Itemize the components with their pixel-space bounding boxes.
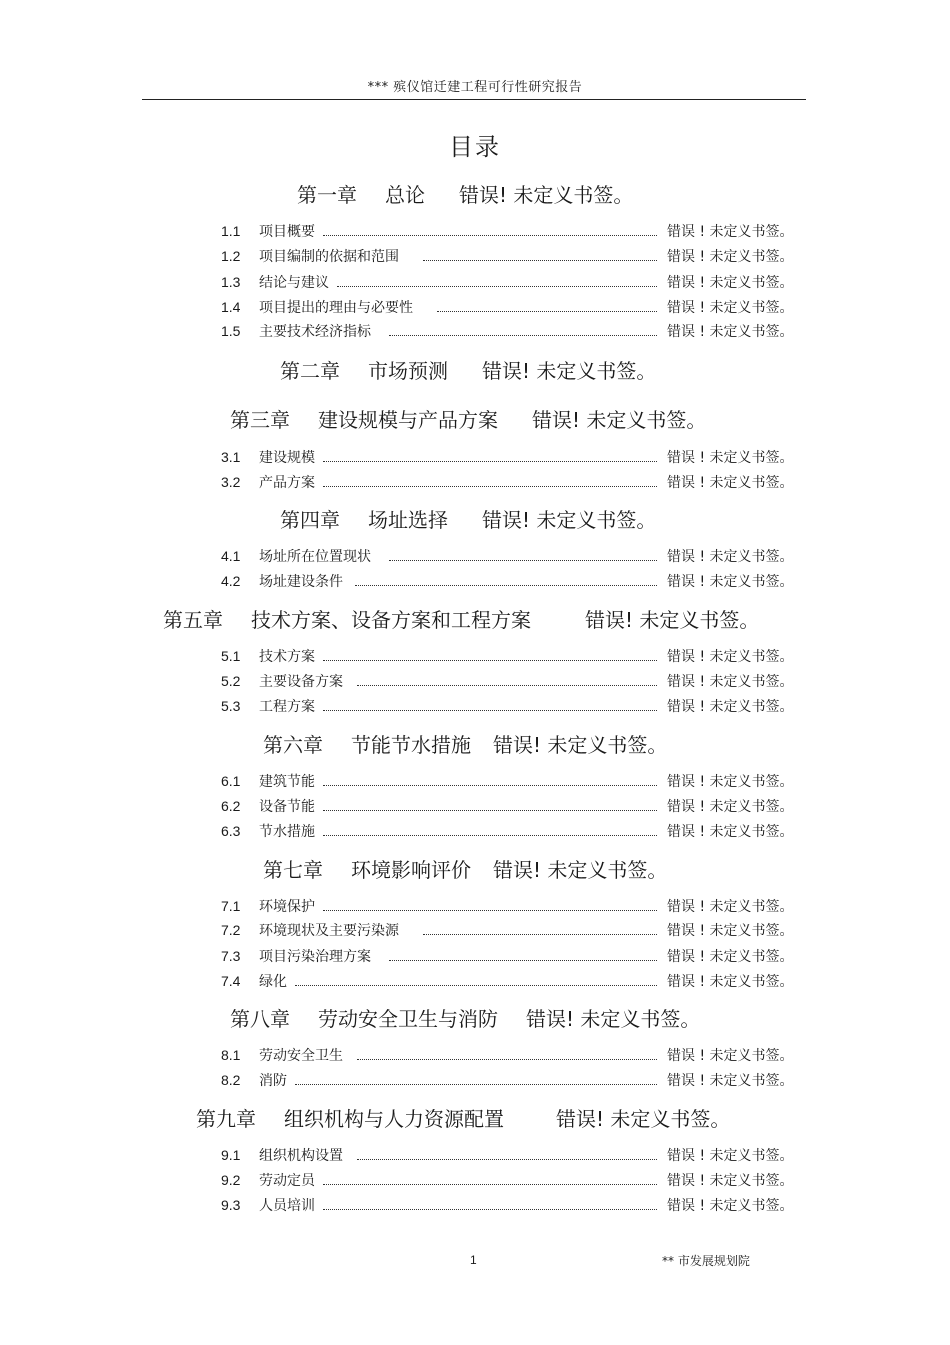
chapter-title: 总论 (385, 183, 425, 207)
section-page-ref: 错误 ! 未定义书签。 (667, 300, 794, 316)
chapter-number: 第六章 (263, 733, 323, 757)
dot-leader (357, 1149, 657, 1160)
section-number: 8.1 (221, 1047, 241, 1063)
dot-leader (323, 800, 657, 811)
dot-leader (323, 825, 657, 836)
dot-leader (323, 900, 657, 911)
section-number: 7.2 (221, 922, 241, 938)
section-page-ref: 错误 ! 未定义书签。 (667, 1073, 794, 1089)
toc-entry-1-4[interactable] (221, 298, 794, 316)
chapter-page-ref: 错误! 未定义书签。 (493, 858, 668, 882)
toc-entry-7-4[interactable] (221, 972, 794, 990)
toc-entry-5-1[interactable] (221, 647, 794, 665)
section-page-ref: 错误 ! 未定义书签。 (667, 699, 794, 715)
chapter-page-ref: 错误! 未定义书签。 (459, 183, 634, 207)
chapter-page-ref: 错误! 未定义书签。 (482, 508, 657, 532)
toc-chapter-1[interactable] (0, 179, 950, 208)
section-number: 1.2 (221, 248, 241, 264)
chapter-title: 劳动安全卫生与消防 (318, 1007, 498, 1031)
section-page-ref: 错误 ! 未定义书签。 (667, 1198, 794, 1214)
section-title: 劳动安全卫生 (259, 1048, 343, 1064)
chapter-page-ref: 错误! 未定义书签。 (532, 408, 707, 432)
section-number: 1.4 (221, 299, 241, 315)
chapter-number: 第八章 (230, 1007, 290, 1031)
toc-entry-7-2[interactable] (221, 921, 794, 939)
section-page-ref: 错误 ! 未定义书签。 (667, 923, 794, 939)
section-title: 场址所在位置现状 (259, 549, 371, 565)
toc-entry-1-1[interactable] (221, 222, 794, 240)
section-title: 产品方案 (259, 475, 315, 491)
section-page-ref: 错误 ! 未定义书签。 (667, 674, 794, 690)
section-page-ref: 错误 ! 未定义书签。 (667, 824, 794, 840)
toc-chapter-2[interactable] (0, 355, 950, 384)
dot-leader (295, 975, 657, 986)
toc-entry-9-3[interactable] (221, 1196, 794, 1214)
toc-entry-4-1[interactable] (221, 547, 794, 565)
toc-chapter-6[interactable] (0, 729, 950, 758)
toc-entry-9-2[interactable] (221, 1171, 794, 1189)
toc-entry-9-1[interactable] (221, 1146, 794, 1164)
toc-chapter-5[interactable] (0, 604, 950, 633)
section-number: 8.2 (221, 1072, 241, 1088)
chapter-title: 组织机构与人力资源配置 (284, 1107, 504, 1131)
section-number: 1.3 (221, 274, 241, 290)
dot-leader (323, 650, 657, 661)
chapter-number: 第七章 (263, 858, 323, 882)
section-number: 9.2 (221, 1172, 241, 1188)
dot-leader (295, 1074, 657, 1085)
toc-entry-7-1[interactable] (221, 897, 794, 915)
dot-leader (357, 1049, 657, 1060)
section-number: 5.3 (221, 698, 241, 714)
section-number: 3.2 (221, 474, 241, 490)
toc-entry-6-2[interactable] (221, 797, 794, 815)
dot-leader (423, 250, 657, 261)
chapter-number: 第二章 (280, 359, 340, 383)
section-title: 主要设备方案 (259, 674, 343, 690)
section-page-ref: 错误 ! 未定义书签。 (667, 1148, 794, 1164)
toc-title: 目录 (449, 133, 501, 161)
section-number: 3.1 (221, 449, 241, 465)
chapter-title: 场址选择 (368, 508, 448, 532)
dot-leader (323, 700, 657, 711)
section-page-ref: 错误 ! 未定义书签。 (667, 649, 794, 665)
toc-entry-6-1[interactable] (221, 772, 794, 790)
toc-entry-6-3[interactable] (221, 822, 794, 840)
chapter-number: 第一章 (297, 183, 357, 207)
chapter-page-ref: 错误! 未定义书签。 (493, 733, 668, 757)
section-page-ref: 错误 ! 未定义书签。 (667, 899, 794, 915)
footer-organization: ** 市发展规划院 (662, 1254, 750, 1268)
section-title: 项目编制的依据和范围 (259, 249, 399, 265)
chapter-number: 第三章 (230, 408, 290, 432)
toc-entry-1-3[interactable] (221, 273, 794, 291)
section-number: 9.1 (221, 1147, 241, 1163)
dot-leader (389, 325, 657, 336)
section-title: 节水措施 (259, 824, 315, 840)
section-page-ref: 错误 ! 未定义书签。 (667, 949, 794, 965)
chapter-title: 技术方案、设备方案和工程方案 (251, 608, 531, 632)
section-page-ref: 错误 ! 未定义书签。 (667, 224, 794, 240)
toc-entry-8-1[interactable] (221, 1046, 794, 1064)
dot-leader (323, 225, 657, 236)
dot-leader (323, 476, 657, 487)
section-number: 6.1 (221, 773, 241, 789)
section-page-ref: 错误 ! 未定义书签。 (667, 1173, 794, 1189)
section-title: 场址建设条件 (259, 574, 343, 590)
dot-leader (323, 451, 657, 462)
section-number: 9.3 (221, 1197, 241, 1213)
toc-entry-5-3[interactable] (221, 697, 794, 715)
toc-chapter-8[interactable] (0, 1003, 950, 1032)
dot-leader (423, 924, 657, 935)
section-page-ref: 错误 ! 未定义书签。 (667, 774, 794, 790)
page-number: 1 (470, 1253, 477, 1267)
section-number: 7.3 (221, 948, 241, 964)
toc-entry-7-3[interactable] (221, 947, 794, 965)
toc-entry-3-1[interactable] (221, 448, 794, 466)
section-title: 劳动定员 (259, 1173, 315, 1189)
section-number: 5.2 (221, 673, 241, 689)
section-page-ref: 错误 ! 未定义书签。 (667, 324, 794, 340)
section-page-ref: 错误 ! 未定义书签。 (667, 475, 794, 491)
toc-chapter-9[interactable] (0, 1103, 950, 1132)
dot-leader (337, 276, 657, 287)
section-title: 设备节能 (259, 799, 315, 815)
chapter-number: 第九章 (196, 1107, 256, 1131)
dot-leader (389, 950, 657, 961)
section-title: 环境现状及主要污染源 (259, 923, 399, 939)
section-number: 7.1 (221, 898, 241, 914)
toc-entry-5-2[interactable] (221, 672, 794, 690)
toc-chapter-3[interactable] (0, 404, 950, 433)
section-title: 建筑节能 (259, 774, 315, 790)
section-page-ref: 错误 ! 未定义书签。 (667, 799, 794, 815)
chapter-title: 市场预测 (368, 359, 448, 383)
dot-leader (389, 550, 657, 561)
section-title: 项目污染治理方案 (259, 949, 371, 965)
chapter-page-ref: 错误! 未定义书签。 (556, 1107, 731, 1131)
section-title: 工程方案 (259, 699, 315, 715)
section-title: 组织机构设置 (259, 1148, 343, 1164)
section-title: 人员培训 (259, 1198, 315, 1214)
chapter-title: 建设规模与产品方案 (318, 408, 498, 432)
chapter-title: 节能节水措施 (351, 733, 471, 757)
section-number: 1.5 (221, 323, 241, 339)
section-page-ref: 错误 ! 未定义书签。 (667, 275, 794, 291)
chapter-page-ref: 错误! 未定义书签。 (585, 608, 760, 632)
section-number: 4.2 (221, 573, 241, 589)
section-title: 建设规模 (259, 450, 315, 466)
toc-chapter-7[interactable] (0, 854, 950, 883)
chapter-title: 环境影响评价 (351, 858, 471, 882)
section-page-ref: 错误 ! 未定义书签。 (667, 1048, 794, 1064)
section-page-ref: 错误 ! 未定义书签。 (667, 450, 794, 466)
chapter-number: 第四章 (280, 508, 340, 532)
dot-leader (323, 1174, 657, 1185)
section-page-ref: 错误 ! 未定义书签。 (667, 549, 794, 565)
running-header: *** 殡仪馆迁建工程可行性研究报告 (367, 80, 583, 95)
section-number: 5.1 (221, 648, 241, 664)
section-title: 主要技术经济指标 (259, 324, 371, 340)
section-number: 4.1 (221, 548, 241, 564)
dot-leader (355, 575, 657, 586)
section-title: 项目提出的理由与必要性 (259, 300, 413, 316)
section-page-ref: 错误 ! 未定义书签。 (667, 974, 794, 990)
section-number: 1.1 (221, 223, 241, 239)
toc-chapter-4[interactable] (0, 504, 950, 533)
toc-entry-4-2[interactable] (221, 572, 794, 590)
chapter-page-ref: 错误! 未定义书签。 (526, 1007, 701, 1031)
toc-entry-1-5[interactable] (221, 322, 794, 340)
header-divider (142, 99, 806, 100)
chapter-number: 第五章 (163, 608, 223, 632)
section-number: 6.3 (221, 823, 241, 839)
section-title: 结论与建议 (259, 275, 329, 291)
section-number: 6.2 (221, 798, 241, 814)
dot-leader (323, 775, 657, 786)
section-page-ref: 错误 ! 未定义书签。 (667, 574, 794, 590)
toc-entry-1-2[interactable] (221, 247, 794, 265)
dot-leader (437, 301, 657, 312)
toc-entry-3-2[interactable] (221, 473, 794, 491)
section-title: 消防 (259, 1073, 287, 1089)
section-title: 绿化 (259, 974, 287, 990)
dot-leader (357, 675, 657, 686)
section-page-ref: 错误 ! 未定义书签。 (667, 249, 794, 265)
section-title: 环境保护 (259, 899, 315, 915)
section-number: 7.4 (221, 973, 241, 989)
section-title: 技术方案 (259, 649, 315, 665)
toc-entry-8-2[interactable] (221, 1071, 794, 1089)
dot-leader (323, 1199, 657, 1210)
section-title: 项目概要 (259, 224, 315, 240)
chapter-page-ref: 错误! 未定义书签。 (482, 359, 657, 383)
